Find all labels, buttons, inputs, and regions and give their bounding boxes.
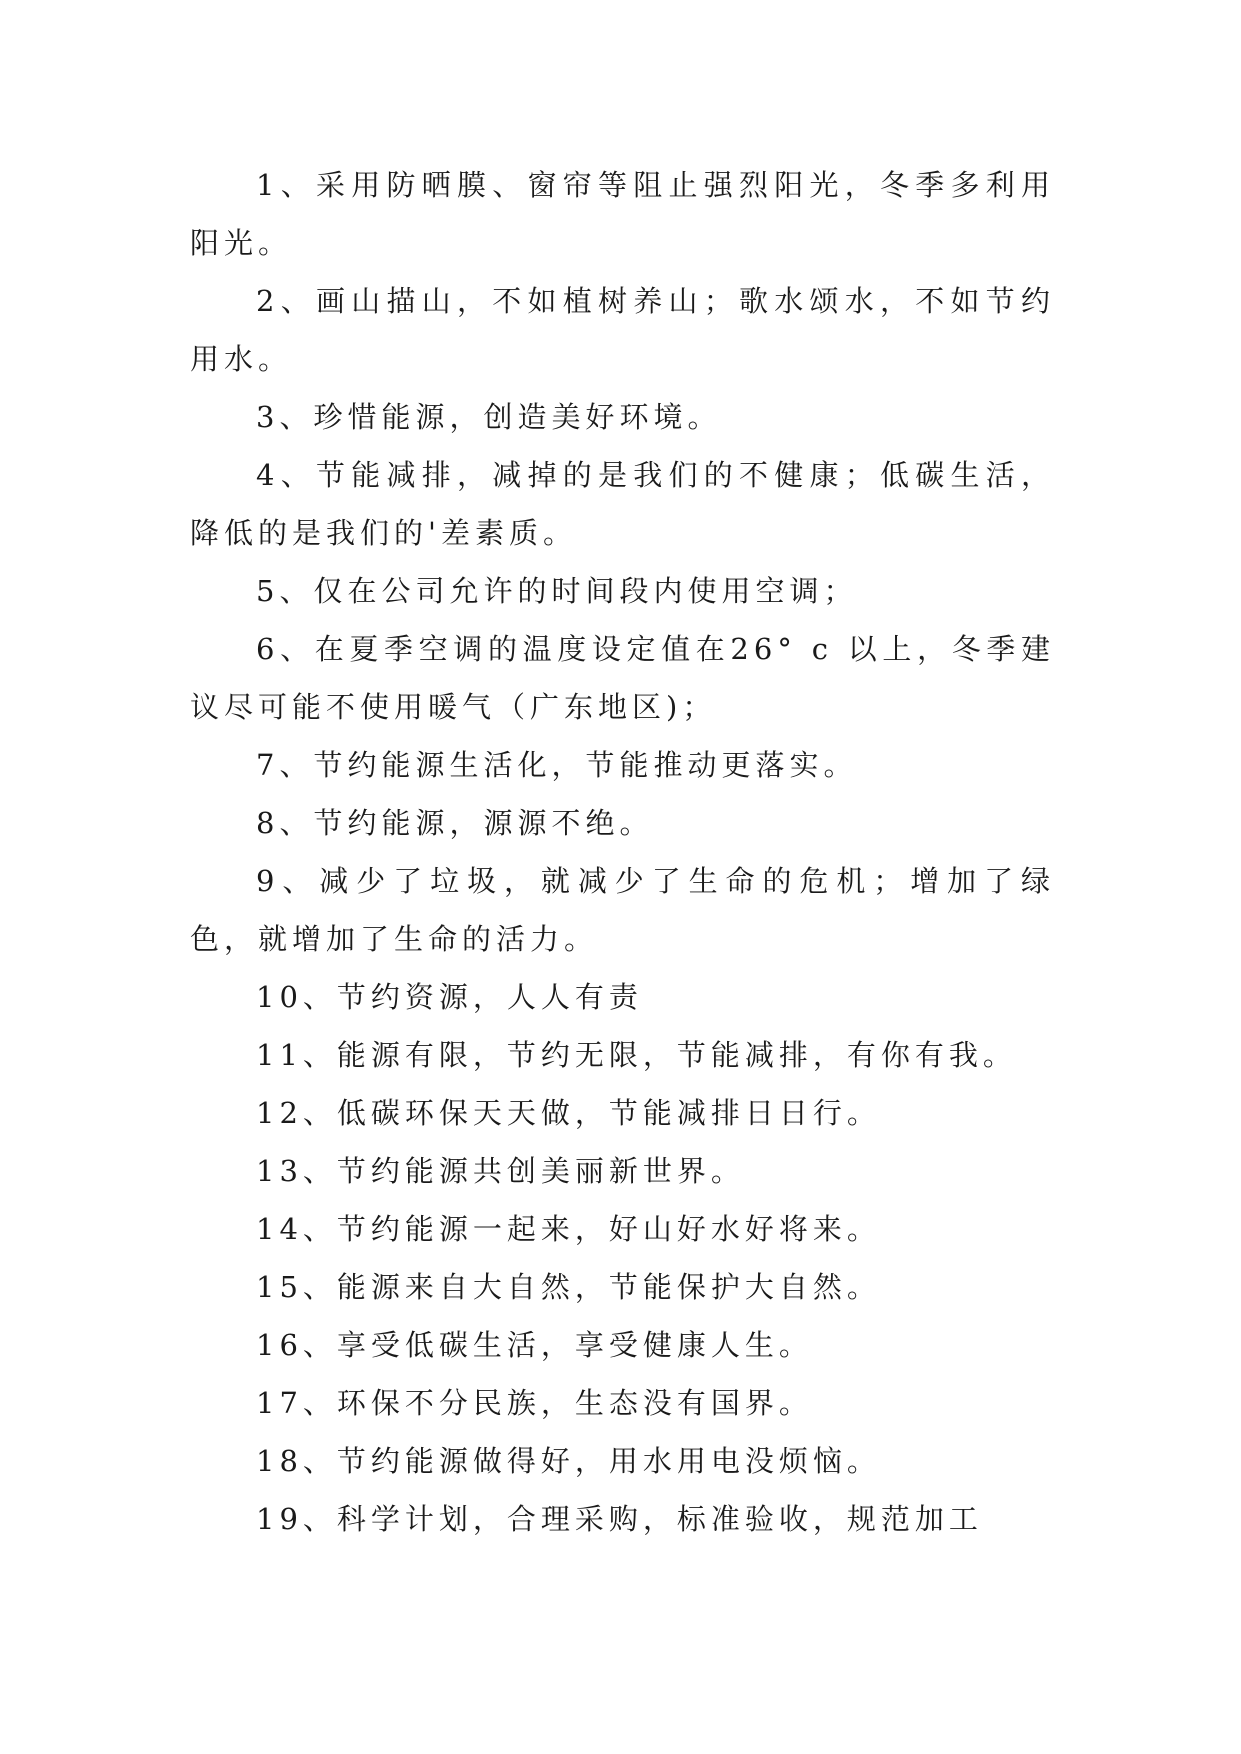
paragraph-19: 19、科学计划，合理采购，标准验收，规范加工	[256, 1502, 983, 1536]
paragraph-2: 2、画山描山，不如植树养山；歌水颂水，不如节约用水。	[190, 284, 1055, 376]
paragraph-7: 7、节约能源生活化，节能推动更落实。	[256, 748, 858, 782]
paragraph-16: 16、享受低碳生活，享受健康人生。	[256, 1328, 813, 1362]
document-body	[190, 156, 1055, 1548]
paragraph-10: 10、节约资源，人人有责	[256, 980, 643, 1014]
paragraph-5: 5、仅在公司允许的时间段内使用空调；	[256, 574, 858, 608]
paragraph-1: 1、采用防晒膜、窗帘等阻止强烈阳光，冬季多利用阳光。	[190, 168, 1055, 260]
paragraph-9: 9、减少了垃圾，就减少了生命的危机；增加了绿色，就增加了生命的活力。	[190, 864, 1055, 956]
paragraph-8: 8、节约能源，源源不绝。	[256, 806, 654, 840]
paragraph-3: 3、珍惜能源，创造美好环境。	[256, 400, 722, 434]
paragraph-15: 15、能源来自大自然，节能保护大自然。	[256, 1270, 881, 1304]
paragraph-14: 14、节约能源一起来，好山好水好将来。	[256, 1212, 881, 1246]
paragraph-12: 12、低碳环保天天做，节能减排日日行。	[256, 1096, 881, 1130]
paragraph-13: 13、节约能源共创美丽新世界。	[256, 1154, 745, 1188]
paragraph-17: 17、环保不分民族，生态没有国界。	[256, 1386, 813, 1420]
paragraph-18: 18、节约能源做得好，用水用电没烦恼。	[256, 1444, 881, 1478]
paragraph-6: 6、在夏季空调的温度设定值在26° c 以上，冬季建议尽可能不使用暖气（广东地区)；	[190, 632, 1055, 724]
paragraph-4: 4、节能减排，减掉的是我们的不健康；低碳生活，降低的是我们的'差素质。	[190, 458, 1055, 550]
paragraph-11: 11、能源有限，节约无限，节能减排，有你有我。	[256, 1038, 1017, 1072]
